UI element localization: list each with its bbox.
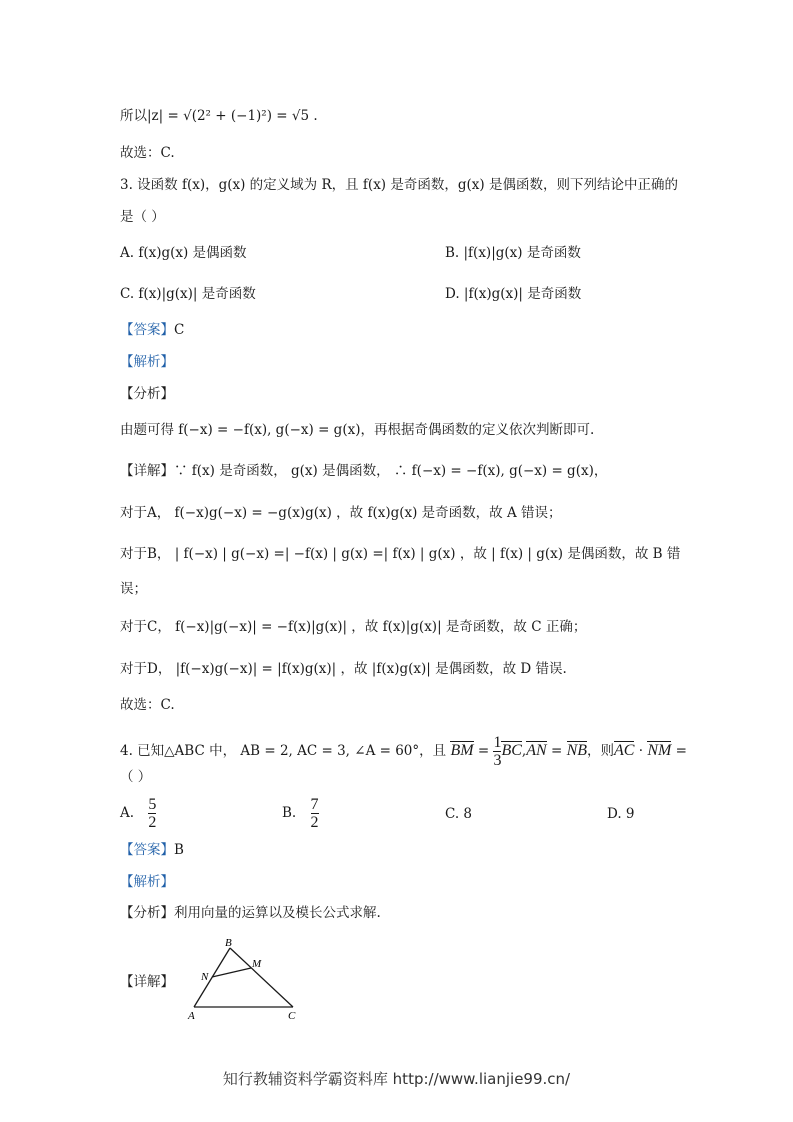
q4-eq3: = (671, 743, 687, 759)
q3-detail-c: 对于C， f(−x)|g(−x)| = −f(x)|g(x)| ，故 f(x)|g(x)| 是奇函数，故 C 正确； (120, 619, 587, 635)
frac-num: 5 (148, 796, 157, 813)
label-b: B (225, 937, 232, 949)
q4-fenxi (120, 903, 381, 923)
q3-choose: 故选：C. (120, 697, 175, 713)
q4-opt-b-label: B. (282, 805, 297, 821)
line-therefore: 所以|z| = √(2² + (−1)²) = √5 . (120, 108, 318, 124)
q3-stem-2: 是（ ） (120, 209, 165, 225)
q3-option-a: A. f(x)g(x) 是偶函数 (120, 245, 247, 261)
q4-opt-a-label: A. (120, 805, 135, 821)
q3-fenxi-text: 由题可得 f(−x) = −f(x), g(−x) = g(x)，再根据奇偶函数的定义依次判断即可. (120, 422, 595, 438)
label-m: M (252, 958, 262, 970)
label-a: A (188, 1010, 195, 1022)
q4-eq2: = (546, 743, 567, 759)
q3-option-c: C. f(x)|g(x)| 是奇函数 (120, 286, 256, 302)
q3-option-b: B. |f(x)|g(x) 是奇函数 (445, 245, 581, 261)
side-bc (230, 948, 293, 1007)
q4-stem (120, 733, 687, 769)
segment-nm (212, 968, 251, 977)
footer-watermark: 知行教辅资料学霸资料库 http://www.lianjie99.cn/ (222, 1070, 571, 1088)
q4-option-d: D. 9 (607, 806, 635, 822)
q3-fenxi-tag: 【分析】 (120, 386, 174, 402)
vector-nm: NM (647, 742, 672, 759)
q4-option-a (120, 796, 156, 831)
q4-comma: , (521, 743, 527, 759)
q4-answer (120, 840, 184, 860)
q4-eq: = (473, 743, 494, 759)
q4-stem-text: 4. 已知△ABC 中， AB = 2, AC = 3, ∠A = 60°，且 (120, 743, 447, 759)
fenxi-text: 利用向量的运算以及模长公式求解. (174, 905, 381, 921)
frac-den: 2 (310, 814, 319, 831)
answer-value: B (174, 842, 184, 858)
q4-opt-b-frac (311, 796, 319, 831)
q4-opt-a-frac (148, 796, 156, 831)
q4-option-c: C. 8 (445, 806, 473, 822)
q4-dot: · (634, 743, 648, 759)
side-ab (194, 948, 230, 1007)
q4-jiexi: 【解析】 (120, 874, 174, 890)
frac-den: 2 (148, 814, 157, 831)
q4-then: ，则 (587, 743, 615, 759)
q4-option-b (282, 796, 319, 831)
vector-bc: BC (501, 742, 522, 759)
q3-detail-a: 对于A， f(−x)g(−x) = −g(x)g(x) ，故 f(x)g(x) 是奇函数，故 A 错误； (120, 505, 562, 521)
detail-tag: 【详解】 (120, 463, 174, 479)
vector-nb: NB (566, 742, 588, 759)
frac-den: 3 (493, 752, 502, 769)
vector-ac: AC (614, 742, 635, 759)
q3-stem-1: 3. 设函数 f(x)，g(x) 的定义域为 R，且 f(x) 是奇函数，g(x) 是偶函数，则下列结论中正确的 (120, 177, 678, 193)
q3-detail (120, 461, 607, 481)
q4-paren: （ ） (120, 769, 152, 785)
fraction-one-third (493, 734, 501, 769)
label-c: C (288, 1010, 296, 1022)
q3-detail-b1: 对于B， | f(−x) | g(−x) =| −f(x) | g(x) =| f(x) | g(x) ，故 | f(x) | g(x) 是偶函数，故 B 错 (120, 546, 681, 562)
frac-num: 1 (493, 734, 502, 751)
line-choose: 故选：C. (120, 145, 175, 161)
label-n: N (201, 971, 209, 983)
answer-tag: 【答案】 (120, 322, 174, 338)
answer-value: C (174, 322, 185, 338)
q3-detail-d: 对于D， |f(−x)g(−x)| = |f(x)g(x)| ，故 |f(x)g(x)| 是偶函数，故 D 错误. (120, 661, 567, 677)
q3-detail-b2: 误； (120, 581, 147, 597)
detail-text: ∵ f(x) 是奇函数， g(x) 是偶函数， ∴ f(−x) = −f(x), g(−x) = g(x)， (174, 463, 608, 479)
vector-bm: BM (450, 742, 474, 759)
triangle-figure (185, 935, 305, 1025)
q3-option-d: D. |f(x)g(x)| 是奇函数 (445, 286, 582, 302)
q3-jiexi: 【解析】 (120, 354, 174, 370)
q4-detail-tag: 【详解】 (120, 974, 174, 990)
vector-an: AN (526, 742, 547, 759)
q3-answer (120, 320, 184, 340)
frac-num: 7 (310, 796, 319, 813)
answer-tag: 【答案】 (120, 842, 174, 858)
fenxi-tag: 【分析】 (120, 905, 174, 921)
